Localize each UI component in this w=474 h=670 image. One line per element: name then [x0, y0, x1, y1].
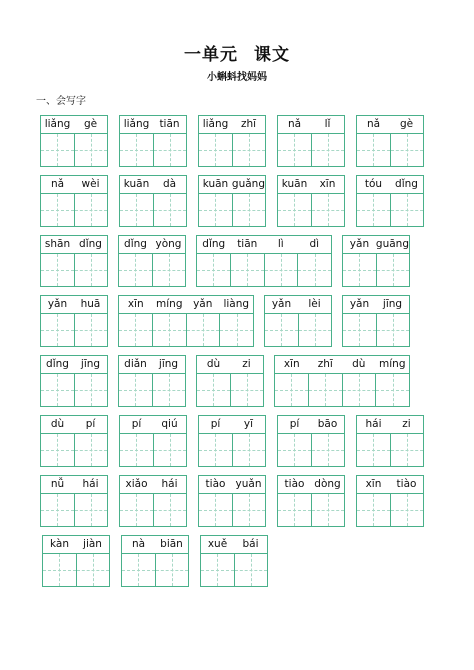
- word-box: [277, 175, 345, 227]
- tian-zi-ge-cell[interactable]: [343, 374, 377, 406]
- word-box: [356, 115, 424, 167]
- tian-zi-ge-cell[interactable]: [75, 314, 108, 346]
- pinyin-row: [277, 415, 345, 433]
- pinyin-row: [42, 535, 110, 553]
- pinyin-syllable: zhī: [240, 118, 257, 130]
- word-box: [121, 535, 189, 587]
- pinyin-row: [118, 355, 186, 373]
- tian-zi-ge-cell[interactable]: [233, 194, 266, 226]
- pinyin-syllable: diǎn: [124, 358, 147, 370]
- word-box: [119, 475, 187, 527]
- tian-zi-ge-cell[interactable]: [309, 374, 343, 406]
- character-cells: [196, 253, 332, 287]
- pinyin-syllable: kuān: [281, 178, 308, 190]
- pinyin-syllable: tiào: [205, 478, 226, 490]
- tian-zi-ge-cell[interactable]: [122, 554, 156, 586]
- character-cells: [356, 493, 424, 527]
- pinyin-row: [119, 175, 187, 193]
- pinyin-syllable: pí: [289, 418, 300, 430]
- word-box: [198, 115, 266, 167]
- word-box: [356, 415, 424, 467]
- pinyin-syllable: nǎ: [287, 118, 302, 130]
- pinyin-syllable: tiān: [159, 118, 180, 130]
- pinyin-syllable: yuǎn: [235, 478, 262, 490]
- pinyin-syllable: dǐng: [124, 238, 147, 250]
- word-box: [40, 235, 108, 287]
- tian-zi-ge-cell[interactable]: [75, 374, 108, 406]
- tian-zi-ge-cell[interactable]: [43, 554, 77, 586]
- tian-zi-ge-cell[interactable]: [119, 314, 153, 346]
- pinyin-syllable: jīng: [80, 358, 101, 370]
- tian-zi-ge-cell[interactable]: [233, 434, 266, 466]
- pinyin-syllable: yǎn: [349, 298, 370, 310]
- tian-zi-ge-cell[interactable]: [278, 194, 312, 226]
- tian-zi-ge-cell[interactable]: [278, 434, 312, 466]
- word-box: [198, 175, 266, 227]
- tian-zi-ge-cell[interactable]: [391, 134, 424, 166]
- character-cells: [198, 433, 266, 467]
- tian-zi-ge-cell[interactable]: [357, 434, 391, 466]
- pinyin-syllable: guǎng: [231, 178, 265, 190]
- pinyin-syllable: jīng: [158, 358, 179, 370]
- pinyin-syllable: liǎng: [123, 118, 150, 130]
- character-cells: [40, 313, 108, 347]
- pinyin-syllable: xiǎo: [125, 478, 148, 490]
- pinyin-syllable: liàng: [223, 298, 250, 310]
- tian-zi-ge-cell[interactable]: [77, 554, 110, 586]
- section-label: 一、会写字: [36, 96, 86, 107]
- character-cells: [40, 133, 108, 167]
- pinyin-row: [198, 175, 266, 193]
- pinyin-syllable: liǎng: [44, 118, 71, 130]
- pinyin-syllable: dǐng: [202, 238, 226, 250]
- pinyin-row: [356, 175, 424, 193]
- character-cells: [277, 193, 345, 227]
- word-box: [119, 175, 187, 227]
- tian-zi-ge-cell[interactable]: [312, 194, 345, 226]
- word-box: [119, 115, 187, 167]
- pinyin-row: [342, 235, 410, 253]
- tian-zi-ge-cell[interactable]: [357, 134, 391, 166]
- character-cells: [198, 133, 266, 167]
- pinyin-row: [356, 415, 424, 433]
- tian-zi-ge-cell[interactable]: [220, 314, 253, 346]
- word-box: [118, 235, 186, 287]
- pinyin-syllable: yǎn: [193, 298, 213, 310]
- pinyin-syllable: hái: [82, 478, 99, 490]
- character-cells: [40, 433, 108, 467]
- tian-zi-ge-cell[interactable]: [41, 314, 75, 346]
- character-cells: [198, 493, 266, 527]
- word-box: [277, 475, 345, 527]
- word-box: [342, 235, 410, 287]
- pinyin-syllable: lèi: [308, 298, 321, 310]
- word-box: [40, 175, 108, 227]
- pinyin-syllable: pí: [131, 418, 142, 430]
- pinyin-row: [198, 115, 266, 133]
- tian-zi-ge-cell[interactable]: [154, 434, 187, 466]
- tian-zi-ge-cell[interactable]: [187, 314, 221, 346]
- tian-zi-ge-cell[interactable]: [75, 434, 108, 466]
- pinyin-syllable: hái: [365, 418, 382, 430]
- tian-zi-ge-cell[interactable]: [41, 434, 75, 466]
- tian-zi-ge-cell[interactable]: [199, 494, 233, 526]
- pinyin-row: [277, 475, 345, 493]
- pinyin-syllable: wèi: [81, 178, 100, 190]
- tian-zi-ge-cell[interactable]: [156, 554, 189, 586]
- tian-zi-ge-cell[interactable]: [120, 494, 154, 526]
- pinyin-row: [200, 535, 268, 553]
- word-box: [40, 355, 108, 407]
- tian-zi-ge-cell[interactable]: [391, 434, 424, 466]
- pinyin-syllable: lǐ: [324, 118, 331, 130]
- pinyin-syllable: kuān: [123, 178, 150, 190]
- pinyin-row: [277, 115, 345, 133]
- tian-zi-ge-cell[interactable]: [376, 374, 409, 406]
- pinyin-syllable: dǐng: [395, 178, 418, 190]
- pinyin-syllable: yòng: [155, 238, 182, 250]
- tian-zi-ge-cell[interactable]: [153, 374, 186, 406]
- character-cells: [342, 253, 410, 287]
- word-box: [342, 295, 410, 347]
- page-title: [0, 40, 474, 65]
- pinyin-syllable: gè: [83, 118, 98, 130]
- pinyin-syllable: dù: [352, 358, 366, 370]
- pinyin-syllable: míng: [379, 358, 406, 370]
- tian-zi-ge-cell[interactable]: [154, 134, 187, 166]
- word-box: [119, 415, 187, 467]
- tian-zi-ge-cell[interactable]: [231, 254, 265, 286]
- character-cells: [277, 433, 345, 467]
- unit-subtitle: 课文: [254, 45, 290, 65]
- pinyin-syllable: pí: [210, 418, 221, 430]
- character-cells: [277, 133, 345, 167]
- pinyin-syllable: dù: [206, 358, 221, 370]
- word-box: [40, 115, 108, 167]
- pinyin-syllable: gè: [399, 118, 414, 130]
- word-box: [277, 115, 345, 167]
- pinyin-row: [40, 355, 108, 373]
- character-cells: [196, 373, 264, 407]
- character-cells: [356, 433, 424, 467]
- pinyin-row: [356, 115, 424, 133]
- pinyin-row: [277, 175, 345, 193]
- pinyin-row: [196, 235, 332, 253]
- character-cells: [356, 133, 424, 167]
- word-box: [118, 355, 186, 407]
- tian-zi-ge-cell[interactable]: [41, 134, 75, 166]
- pinyin-row: [40, 235, 108, 253]
- tian-zi-ge-cell[interactable]: [154, 494, 187, 526]
- pinyin-syllable: pí: [85, 418, 96, 430]
- word-box: [42, 535, 110, 587]
- pinyin-syllable: xīn: [127, 298, 144, 310]
- pinyin-syllable: tiān: [237, 238, 258, 250]
- tian-zi-ge-cell[interactable]: [119, 374, 153, 406]
- pinyin-row: [264, 295, 332, 313]
- pinyin-syllable: lì: [277, 238, 284, 250]
- tian-zi-ge-cell[interactable]: [312, 134, 345, 166]
- tian-zi-ge-cell[interactable]: [197, 254, 231, 286]
- pinyin-syllable: jiàn: [83, 538, 102, 550]
- tian-zi-ge-cell[interactable]: [231, 374, 264, 406]
- pinyin-row: [119, 415, 187, 433]
- word-box: [274, 355, 410, 407]
- character-cells: [118, 373, 186, 407]
- character-cells: [198, 193, 266, 227]
- tian-zi-ge-cell[interactable]: [377, 314, 410, 346]
- pinyin-row: [356, 475, 424, 493]
- character-cells: [118, 313, 254, 347]
- pinyin-syllable: yǎn: [47, 298, 68, 310]
- tian-zi-ge-cell[interactable]: [391, 494, 424, 526]
- tian-zi-ge-cell[interactable]: [154, 194, 187, 226]
- pinyin-syllable: dòng: [314, 478, 341, 490]
- tian-zi-ge-cell[interactable]: [343, 314, 377, 346]
- tian-zi-ge-cell[interactable]: [75, 494, 108, 526]
- pinyin-syllable: xīn: [319, 178, 336, 190]
- character-cells: [119, 493, 187, 527]
- word-box: [196, 355, 264, 407]
- word-box: [118, 295, 254, 347]
- tian-zi-ge-cell[interactable]: [199, 194, 233, 226]
- tian-zi-ge-cell[interactable]: [391, 194, 424, 226]
- word-box: [200, 535, 268, 587]
- pinyin-row: [118, 235, 186, 253]
- character-cells: [277, 493, 345, 527]
- tian-zi-ge-cell[interactable]: [265, 314, 299, 346]
- character-cells: [118, 253, 186, 287]
- pinyin-syllable: dù: [50, 418, 65, 430]
- tian-zi-ge-cell[interactable]: [275, 374, 309, 406]
- word-box: [196, 235, 332, 287]
- pinyin-syllable: biān: [160, 538, 183, 550]
- tian-zi-ge-cell[interactable]: [343, 254, 377, 286]
- tian-zi-ge-cell[interactable]: [41, 254, 75, 286]
- tian-zi-ge-cell[interactable]: [120, 194, 154, 226]
- word-box: [356, 175, 424, 227]
- pinyin-syllable: bāo: [317, 418, 338, 430]
- unit-title: 一单元: [184, 45, 238, 65]
- character-cells: [40, 493, 108, 527]
- pinyin-syllable: yǎn: [271, 298, 292, 310]
- pinyin-row: [40, 115, 108, 133]
- pinyin-syllable: yǎn: [349, 238, 370, 250]
- tian-zi-ge-cell[interactable]: [357, 194, 391, 226]
- pinyin-syllable: dà: [162, 178, 177, 190]
- pinyin-row: [40, 295, 108, 313]
- tian-zi-ge-cell[interactable]: [153, 314, 187, 346]
- pinyin-syllable: shān: [44, 238, 71, 250]
- character-cells: [274, 373, 410, 407]
- pinyin-row: [40, 475, 108, 493]
- pinyin-syllable: nǚ: [50, 478, 65, 490]
- pinyin-syllable: kuān: [202, 178, 229, 190]
- pinyin-syllable: tiào: [284, 478, 305, 490]
- pinyin-syllable: nǎ: [366, 118, 381, 130]
- pinyin-syllable: tóu: [364, 178, 383, 190]
- pinyin-syllable: xuě: [207, 538, 228, 550]
- tian-zi-ge-cell[interactable]: [312, 494, 345, 526]
- tian-zi-ge-cell[interactable]: [75, 134, 108, 166]
- lesson-title: 小蝌蚪找妈妈: [207, 72, 267, 83]
- tian-zi-ge-cell[interactable]: [299, 314, 332, 346]
- character-cells: [119, 433, 187, 467]
- pinyin-row: [40, 175, 108, 193]
- pinyin-syllable: huā: [80, 298, 101, 310]
- pinyin-row: [198, 415, 266, 433]
- character-cells: [40, 253, 108, 287]
- word-box: [40, 475, 108, 527]
- pinyin-syllable: nà: [131, 538, 146, 550]
- pinyin-syllable: hái: [161, 478, 178, 490]
- tian-zi-ge-cell[interactable]: [199, 134, 233, 166]
- tian-zi-ge-cell[interactable]: [41, 494, 75, 526]
- pinyin-row: [274, 355, 410, 373]
- pinyin-syllable: dǐng: [79, 238, 102, 250]
- tian-zi-ge-cell[interactable]: [41, 194, 75, 226]
- pinyin-syllable: tiào: [396, 478, 417, 490]
- character-cells: [356, 193, 424, 227]
- word-box: [198, 475, 266, 527]
- pinyin-syllable: dǐng: [46, 358, 69, 370]
- tian-zi-ge-cell[interactable]: [119, 254, 153, 286]
- pinyin-syllable: jīng: [382, 298, 403, 310]
- tian-zi-ge-cell[interactable]: [153, 254, 186, 286]
- tian-zi-ge-cell[interactable]: [312, 434, 345, 466]
- tian-zi-ge-cell[interactable]: [235, 554, 268, 586]
- pinyin-syllable: zi: [242, 358, 251, 370]
- tian-zi-ge-cell[interactable]: [41, 374, 75, 406]
- pinyin-syllable: xīn: [365, 478, 382, 490]
- character-cells: [121, 553, 189, 587]
- tian-zi-ge-cell[interactable]: [298, 254, 331, 286]
- tian-zi-ge-cell[interactable]: [233, 134, 266, 166]
- word-box: [356, 475, 424, 527]
- tian-zi-ge-cell[interactable]: [75, 194, 108, 226]
- word-box: [264, 295, 332, 347]
- tian-zi-ge-cell[interactable]: [120, 434, 154, 466]
- pinyin-syllable: zi: [402, 418, 411, 430]
- pinyin-row: [119, 475, 187, 493]
- word-box: [198, 415, 266, 467]
- character-cells: [119, 133, 187, 167]
- tian-zi-ge-cell[interactable]: [278, 494, 312, 526]
- pinyin-row: [119, 115, 187, 133]
- tian-zi-ge-cell[interactable]: [265, 254, 299, 286]
- word-box: [40, 295, 108, 347]
- tian-zi-ge-cell[interactable]: [278, 134, 312, 166]
- pinyin-syllable: míng: [156, 298, 183, 310]
- pinyin-syllable: yī: [243, 418, 254, 430]
- pinyin-row: [121, 535, 189, 553]
- character-cells: [342, 313, 410, 347]
- pinyin-syllable: zhī: [317, 358, 333, 370]
- pinyin-row: [40, 415, 108, 433]
- tian-zi-ge-cell[interactable]: [377, 254, 410, 286]
- pinyin-syllable: nǎ: [50, 178, 65, 190]
- tian-zi-ge-cell[interactable]: [199, 434, 233, 466]
- character-cells: [200, 553, 268, 587]
- character-cells: [264, 313, 332, 347]
- tian-zi-ge-cell[interactable]: [201, 554, 235, 586]
- word-box: [277, 415, 345, 467]
- pinyin-syllable: xīn: [283, 358, 300, 370]
- tian-zi-ge-cell[interactable]: [75, 254, 108, 286]
- pinyin-row: [196, 355, 264, 373]
- pinyin-syllable: dì: [309, 238, 320, 250]
- character-cells: [40, 373, 108, 407]
- character-cells: [40, 193, 108, 227]
- pinyin-syllable: bái: [242, 538, 259, 550]
- word-box: [40, 415, 108, 467]
- pinyin-syllable: guāng: [375, 238, 409, 250]
- pinyin-syllable: qiú: [161, 418, 178, 430]
- character-cells: [42, 553, 110, 587]
- tian-zi-ge-cell[interactable]: [197, 374, 231, 406]
- pinyin-row: [342, 295, 410, 313]
- pinyin-row: [118, 295, 254, 313]
- pinyin-syllable: liǎng: [202, 118, 229, 130]
- tian-zi-ge-cell[interactable]: [120, 134, 154, 166]
- tian-zi-ge-cell[interactable]: [233, 494, 266, 526]
- pinyin-row: [198, 475, 266, 493]
- tian-zi-ge-cell[interactable]: [357, 494, 391, 526]
- pinyin-syllable: kàn: [50, 538, 69, 550]
- character-cells: [119, 193, 187, 227]
